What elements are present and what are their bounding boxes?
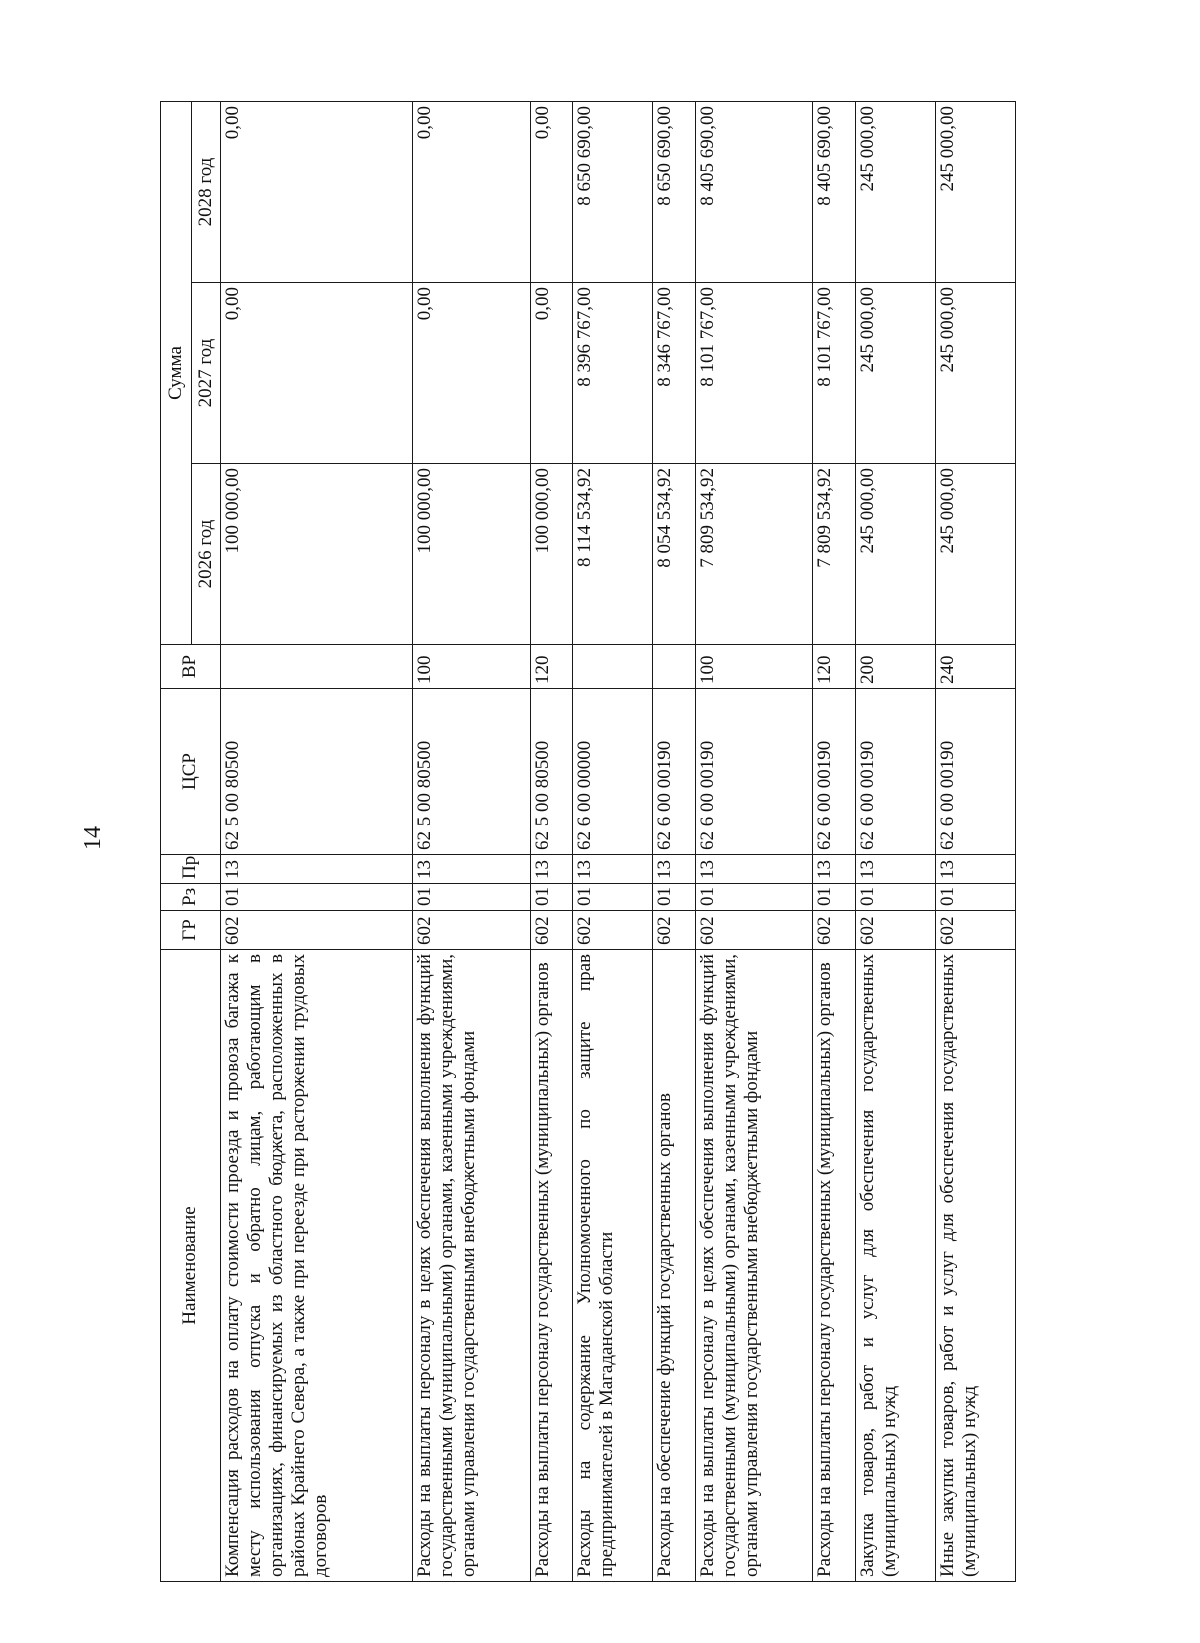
cell-amount-2027: 0,00 bbox=[530, 283, 573, 464]
cell-amount-2027: 8 101 767,00 bbox=[695, 283, 812, 464]
cell-name: Расходы на выплаты персоналу государственных (муниципальных) органов bbox=[813, 950, 856, 1582]
cell-rz: 01 bbox=[855, 884, 935, 911]
cell-amount-2028: 0,00 bbox=[221, 102, 413, 283]
cell-amount-2026: 7 809 534,92 bbox=[813, 464, 856, 645]
cell-pr: 13 bbox=[530, 855, 573, 884]
table-row bbox=[221, 102, 413, 1582]
cell-csr: 62 5 00 80500 bbox=[530, 689, 573, 855]
cell-amount-2027: 8 101 767,00 bbox=[813, 283, 856, 464]
cell-gr: 602 bbox=[653, 911, 696, 950]
cell-name: Закупка товаров, работ и услуг для обеспечения государственных (муниципальных) нужд bbox=[855, 950, 935, 1582]
budget-table bbox=[160, 101, 1016, 1582]
cell-amount-2026: 100 000,00 bbox=[413, 464, 530, 645]
header-csr: ЦСР bbox=[161, 689, 221, 855]
cell-rz: 01 bbox=[935, 884, 1015, 911]
cell-name: Расходы на обеспечение функций государственных органов bbox=[653, 950, 696, 1582]
cell-amount-2027: 245 000,00 bbox=[855, 283, 935, 464]
cell-amount-2027: 0,00 bbox=[221, 283, 413, 464]
page-number: 14 bbox=[80, 826, 106, 850]
cell-gr: 602 bbox=[695, 911, 812, 950]
table-row bbox=[573, 102, 653, 1582]
cell-vr: 240 bbox=[935, 645, 1015, 689]
cell-vr bbox=[221, 645, 413, 689]
header-year-2026: 2026 год bbox=[192, 464, 221, 645]
table-body bbox=[221, 102, 1016, 1582]
cell-csr: 62 5 00 80500 bbox=[221, 689, 413, 855]
table-row bbox=[855, 102, 935, 1582]
cell-amount-2028: 8 405 690,00 bbox=[695, 102, 812, 283]
cell-amount-2027: 0,00 bbox=[413, 283, 530, 464]
table-row bbox=[695, 102, 812, 1582]
cell-gr: 602 bbox=[413, 911, 530, 950]
cell-vr bbox=[653, 645, 696, 689]
header-rz: Рз bbox=[161, 884, 221, 911]
cell-gr: 602 bbox=[935, 911, 1015, 950]
cell-rz: 01 bbox=[573, 884, 653, 911]
cell-amount-2026: 8 114 534,92 bbox=[573, 464, 653, 645]
cell-amount-2028: 245 000,00 bbox=[855, 102, 935, 283]
cell-rz: 01 bbox=[653, 884, 696, 911]
cell-vr: 120 bbox=[813, 645, 856, 689]
table-row bbox=[530, 102, 573, 1582]
table-row bbox=[413, 102, 530, 1582]
header-vr: ВР bbox=[161, 645, 221, 689]
cell-gr: 602 bbox=[221, 911, 413, 950]
cell-gr: 602 bbox=[855, 911, 935, 950]
cell-amount-2026: 8 054 534,92 bbox=[653, 464, 696, 645]
cell-name: Компенсация расходов на оплату стоимости проезда и провоза багажа к месту использования отпуска и обратно лицам, работающим в организациях, финансируемых из областного бюджета, расположенных в районах Крайнего Севера, а также при переезде при расторжении трудовых договоров bbox=[221, 950, 413, 1582]
cell-gr: 602 bbox=[530, 911, 573, 950]
budget-table-container bbox=[160, 102, 1016, 1582]
cell-name: Расходы на выплаты персоналу в целях обеспечения выполнения функций государственными (муниципальными) органами, казенными учреждениями, органами управления государственными внебюджетными фондами bbox=[695, 950, 812, 1582]
cell-pr: 13 bbox=[813, 855, 856, 884]
cell-name: Иные закупки товаров, работ и услуг для обеспечения государственных (муниципальных) нужд bbox=[935, 950, 1015, 1582]
table-row bbox=[935, 102, 1015, 1582]
cell-vr: 100 bbox=[695, 645, 812, 689]
cell-amount-2028: 0,00 bbox=[530, 102, 573, 283]
cell-vr bbox=[573, 645, 653, 689]
cell-gr: 602 bbox=[573, 911, 653, 950]
header-pr: Пр bbox=[161, 855, 221, 884]
cell-rz: 01 bbox=[530, 884, 573, 911]
header-year-2027: 2027 год bbox=[192, 283, 221, 464]
cell-csr: 62 6 00 00190 bbox=[855, 689, 935, 855]
cell-amount-2028: 245 000,00 bbox=[935, 102, 1015, 283]
cell-vr: 120 bbox=[530, 645, 573, 689]
header-year-2028: 2028 год bbox=[192, 102, 221, 283]
cell-name: Расходы на содержание Уполномоченного по защите прав предпринимателей в Магаданской области bbox=[573, 950, 653, 1582]
cell-amount-2026: 245 000,00 bbox=[935, 464, 1015, 645]
cell-amount-2028: 8 650 690,00 bbox=[573, 102, 653, 283]
cell-pr: 13 bbox=[855, 855, 935, 884]
header-gr: ГР bbox=[161, 911, 221, 950]
cell-csr: 62 6 00 00190 bbox=[653, 689, 696, 855]
cell-pr: 13 bbox=[935, 855, 1015, 884]
cell-csr: 62 6 00 00190 bbox=[695, 689, 812, 855]
cell-pr: 13 bbox=[573, 855, 653, 884]
cell-amount-2026: 245 000,00 bbox=[855, 464, 935, 645]
cell-gr: 602 bbox=[813, 911, 856, 950]
cell-name: Расходы на выплаты персоналу государственных (муниципальных) органов bbox=[530, 950, 573, 1582]
cell-amount-2027: 8 346 767,00 bbox=[653, 283, 696, 464]
cell-pr: 13 bbox=[695, 855, 812, 884]
cell-amount-2026: 100 000,00 bbox=[530, 464, 573, 645]
cell-rz: 01 bbox=[413, 884, 530, 911]
cell-amount-2026: 7 809 534,92 bbox=[695, 464, 812, 645]
cell-amount-2028: 8 405 690,00 bbox=[813, 102, 856, 283]
cell-csr: 62 6 00 00190 bbox=[935, 689, 1015, 855]
cell-amount-2028: 0,00 bbox=[413, 102, 530, 283]
table-header bbox=[161, 102, 221, 1582]
cell-amount-2027: 245 000,00 bbox=[935, 283, 1015, 464]
cell-pr: 13 bbox=[653, 855, 696, 884]
cell-vr: 100 bbox=[413, 645, 530, 689]
cell-csr: 62 5 00 80500 bbox=[413, 689, 530, 855]
cell-rz: 01 bbox=[813, 884, 856, 911]
cell-amount-2026: 100 000,00 bbox=[221, 464, 413, 645]
cell-name: Расходы на выплаты персоналу в целях обеспечения выполнения функций государственными (муниципальными) органами, казенными учреждениями, органами управления государственными внебюджетными фондами bbox=[413, 950, 530, 1582]
header-sum-group: Сумма bbox=[161, 102, 192, 645]
cell-amount-2027: 8 396 767,00 bbox=[573, 283, 653, 464]
cell-vr: 200 bbox=[855, 645, 935, 689]
cell-csr: 62 6 00 00000 bbox=[573, 689, 653, 855]
cell-rz: 01 bbox=[695, 884, 812, 911]
cell-pr: 13 bbox=[221, 855, 413, 884]
table-row bbox=[653, 102, 696, 1582]
cell-pr: 13 bbox=[413, 855, 530, 884]
table-row bbox=[813, 102, 856, 1582]
header-name: Наименование bbox=[161, 950, 221, 1582]
cell-csr: 62 6 00 00190 bbox=[813, 689, 856, 855]
cell-rz: 01 bbox=[221, 884, 413, 911]
cell-amount-2028: 8 650 690,00 bbox=[653, 102, 696, 283]
